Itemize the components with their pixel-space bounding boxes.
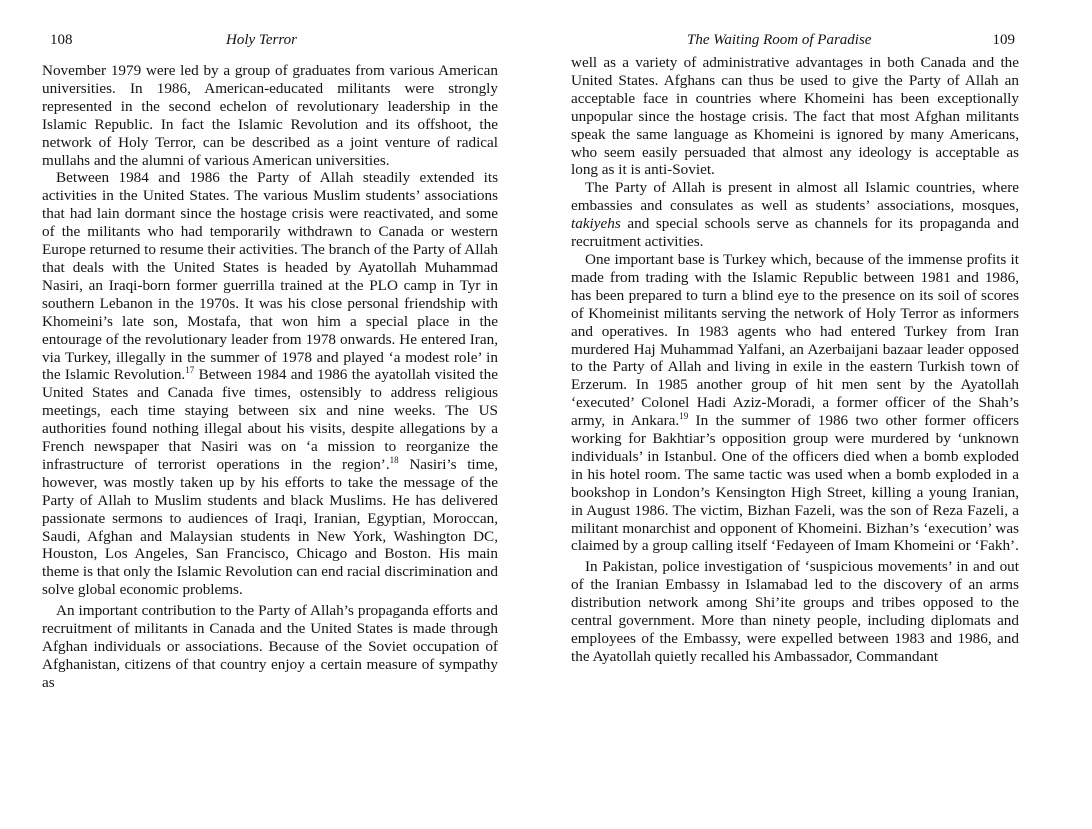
text-run: In the summer of 1986 two other former officers working for Bakhtiar’s opposition group were murdered by ‘unknown individuals’ in Istanbul. One of the officers died when a bomb exploded in his hotel room. The same tactic was used when a bomb exploded in a bookshop in London’s Kensington High Street, killing a young Iranian, in August 1986. The victim, Bizhan Fazeli, was the son of Reza Fazeli, a militant monarchist and opponent of Khomeini. Bizhan’s ‘execution’ was claimed by a group calling itself ‘Fedayeen of Imam Khomeini or ‘Fakh’. <box>571 412 1019 555</box>
right-page <box>571 0 1019 829</box>
text-run: Nasiri’s time, however, was mostly taken up by his efforts to take the message of the Party of Allah to Muslim students and black Muslims. He has delivered passionate sermons to audiences of Iraqi, Iranian, Egyptian, Moroccan, Saudi, Afghan and Malaysian students in New York, Washington DC, Houston, Los Angeles, San Francisco, Chicago and Boston. His main theme is that only the Islamic Revolution can end racial discrimination and solve global economic problems. <box>42 455 498 599</box>
paragraph <box>42 62 498 169</box>
left-page-header <box>42 30 498 54</box>
left-page <box>42 0 498 829</box>
paragraph <box>42 169 498 599</box>
right-page-body <box>571 54 1019 819</box>
paragraph <box>571 558 1019 665</box>
left-page-body <box>42 62 498 819</box>
text-run: An important contribution to the Party of Allah’s propaganda efforts and recruitment of militants in Canada and the United States is made through Afghan individuals or associations. Because of the Soviet occupation of Afghanistan, citizens of that country enjoy a certain measure of sympathy as <box>42 602 498 691</box>
page-number: 109 <box>992 32 1015 48</box>
paragraph <box>42 602 498 692</box>
text-run: Between 1984 and 1986 the ayatollah visited the United States and Canada five times, ostensibly to address religious meetings, each time staying between six and nine weeks. The US authorities found nothing illegal about his visits, despite allegations by a French newspaper that Nasiri was on ‘a mission to reorganize the infrastructure of terrorist operations in the region’. <box>42 366 498 473</box>
text-run: well as a variety of administrative advantages in both Canada and the United States. Afghans can thus be used to give the Party of Allah an acceptable face in countries where Khomeini has been exceptionally unpopular since the hostage crisis. The fact that most Afghan militants speak the same language as Khomeini is ignored by many Americans, who seem easily persuaded that almost any ideology is acceptable as long as it is anti-Soviet. <box>571 54 1019 179</box>
text-run: November 1979 were led by a group of graduates from various American universities. In 1986, American-educated militants were strongly represented in the second echelon of revolutionary leadership in the Islamic Republic. In fact the Islamic Revolution and its offshoot, the network of Holy Terror, can be described as a joint venture of radical mullahs and the alumni of various American universities. <box>42 62 498 169</box>
paragraph <box>571 179 1019 251</box>
paragraph <box>571 54 1019 179</box>
text-run: The Party of Allah is present in almost all Islamic countries, where embassies and consulates as well as students’ associations, mosques, <box>571 179 1019 215</box>
page-number: 108 <box>50 32 73 48</box>
footnote-ref: 19 <box>679 411 689 422</box>
text-run: takiyehs <box>571 215 621 233</box>
paragraph <box>571 251 1019 555</box>
running-title: The Waiting Room of Paradise <box>687 32 872 48</box>
text-run: In Pakistan, police investigation of ‘suspicious movements’ in and out of the Iranian Embassy in Islamabad led to the discovery of an arms distribution network among Shi’ite groups and tribes opposed to the central government. More than ninety people, including diplomats and employees of the Embassy, were expelled between 1983 and 1986, and the Ayatollah quietly recalled his Ambassador, Commandant <box>571 558 1019 665</box>
right-page-header <box>571 30 1019 54</box>
footnote-ref: 18 <box>389 454 399 465</box>
text-run: Between 1984 and 1986 the Party of Allah steadily extended its activities in the United States. The various Muslim students’ associations that had lain dormant since the hostage crisis were reactivated, and some of the militants who had temporarily withdrawn to Canada or western Europe returned to resume their activities. The branch of the Party of Allah that deals with the United States is headed by Ayatollah Muhammad Nasiri, an Iraqi-born former guerrilla trained at the PLO camp in Tyr in southern Lebanon in the 1970s. It was his close personal friendship with Khomeini’s late son, Mostafa, that won him a special place in the entourage of the revolutionary leader from 1978 onwards. He entered Iran, via Turkey, illegally in the summer of 1978 and played ‘a modest role’ in the Islamic Revolution. <box>42 169 498 384</box>
running-title: Holy Terror <box>226 32 297 48</box>
footnote-ref: 17 <box>185 365 195 376</box>
text-run: One important base is Turkey which, because of the immense profits it made from trading with the Islamic Republic between 1981 and 1986, has been prepared to turn a blind eye to the presence on its soil of scores of Khomeinist militants serving the network of Holy Terror as informers and operatives. In 1983 agents who had entered Turkey from Iran murdered Haj Muhammad Yalfani, an Azerbaijani bazaar leader opposed to the Party of Allah and living in exile in the eastern Turkish town of Erzerum. In 1985 another group of hit men sent by the Ayatollah ‘executed’ Colonel Hadi Aziz-Moradi, a former officer of the Shah’s army, in Ankara. <box>571 250 1019 430</box>
text-run: and special schools serve as channels for its propaganda and recruitment activities. <box>571 215 1019 251</box>
